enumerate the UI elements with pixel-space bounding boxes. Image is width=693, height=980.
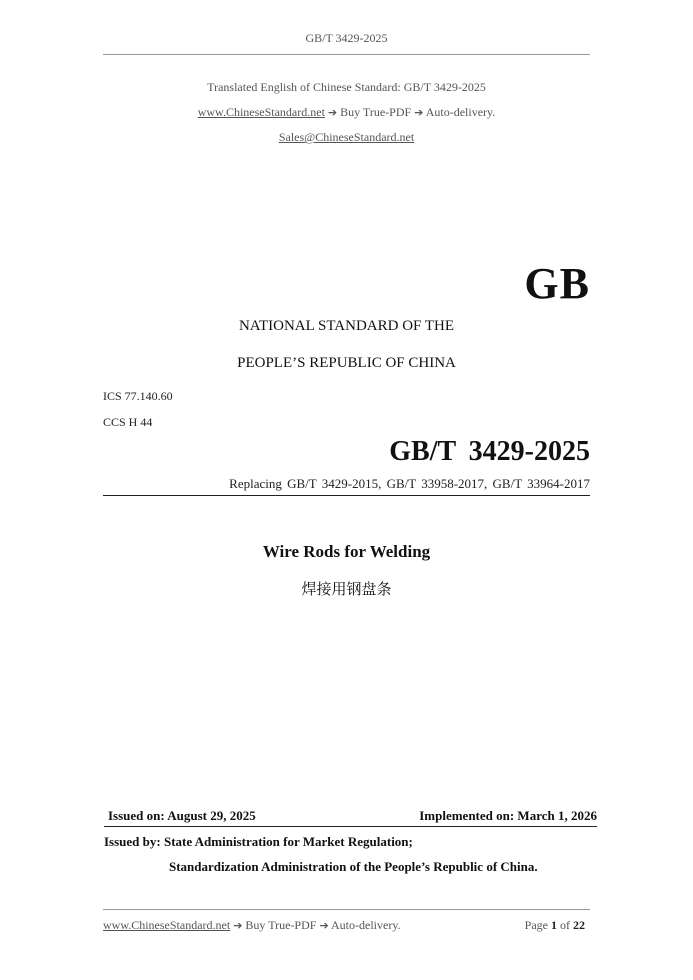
translation-notice xyxy=(0,80,693,95)
footer-purchase-line xyxy=(103,918,401,933)
buy-text: Buy True-PDF xyxy=(340,105,412,119)
title-english: Wire Rods for Welding xyxy=(262,542,431,561)
arrow-icon: ➔ xyxy=(233,919,243,932)
gb-logo: GB xyxy=(524,259,590,308)
of-word: of xyxy=(560,918,570,932)
issued-by-line1: Issued by: State Administration for Market Regulation; xyxy=(104,834,413,849)
page-indicator xyxy=(525,918,585,933)
page-word: Page xyxy=(524,918,548,932)
arrow-icon: ➔ xyxy=(327,106,338,119)
email-link[interactable]: Sales@ChineseStandard.net xyxy=(278,130,415,144)
footer-divider xyxy=(103,909,590,910)
notice-line1: Translated English of Chinese Standard: GB/T 3429-2025 xyxy=(207,80,486,94)
footer-site-link[interactable]: www.ChineseStandard.net xyxy=(103,918,231,932)
national-standard-line1: NATIONAL STANDARD OF THE xyxy=(238,318,455,334)
standard-number: GB/T 3429-2025 xyxy=(389,436,590,467)
page-number: 1 xyxy=(551,918,557,932)
arrow-icon: ➔ xyxy=(414,106,424,119)
email-line xyxy=(0,130,693,145)
ccs-code: CCS H 44 xyxy=(103,415,153,429)
issued-by-line2: Standardization Administration of the People’s Republic of China. xyxy=(169,859,538,874)
ics-code: ICS 77.140.60 xyxy=(103,389,173,403)
page-total: 22 xyxy=(573,918,585,932)
purchase-line xyxy=(0,105,693,120)
national-standard-line2: PEOPLE’S REPUBLIC OF CHINA xyxy=(237,355,456,371)
arrow-icon: ➔ xyxy=(319,919,329,932)
implemented-on-date: Implemented on: March 1, 2026 xyxy=(419,808,597,823)
replacing-line: Replacing GB/T 3429-2015, GB/T 33958-2017, GB/T 33964-2017 xyxy=(229,476,590,491)
dates-divider xyxy=(104,826,597,827)
header-divider xyxy=(103,54,590,55)
running-header: GB/T 3429-2025 xyxy=(305,31,388,45)
footer-buy-text: Buy True-PDF xyxy=(245,918,317,932)
delivery-text: Auto-delivery. xyxy=(425,105,496,119)
standard-divider xyxy=(103,495,590,496)
site-link[interactable]: www.ChineseStandard.net xyxy=(197,105,325,119)
title-chinese: 焊接用钢盘条 xyxy=(301,580,392,598)
issued-on-date: Issued on: August 29, 2025 xyxy=(108,808,256,823)
footer-delivery-text: Auto-delivery. xyxy=(331,918,401,932)
